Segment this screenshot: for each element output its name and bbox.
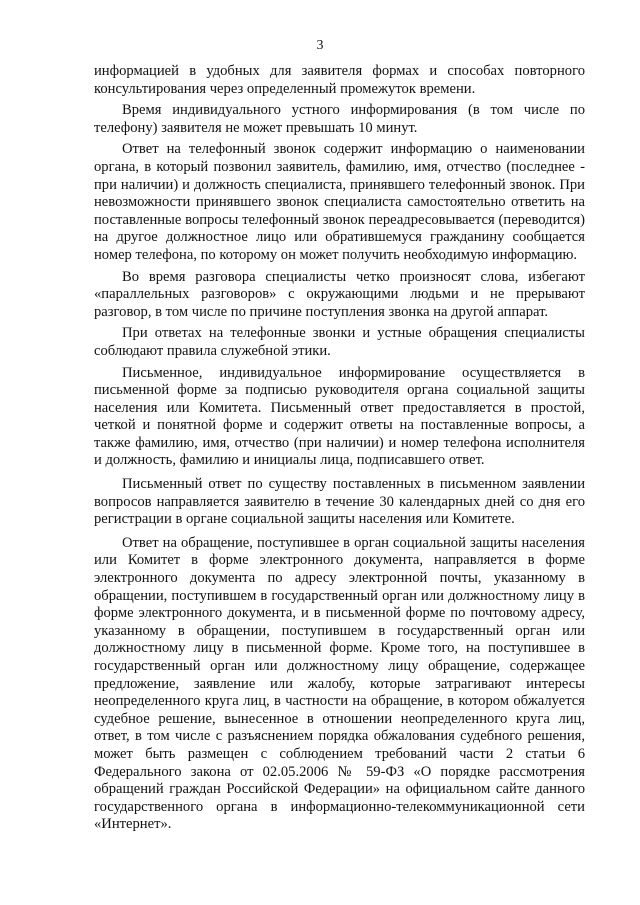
paragraph-electronic-appeal-answer: Ответ на обращение, поступившее в орган социальной защиты населения или Комитет в форме электронного документа, направляется в форме электронного документа по адресу электронной почты, указанному в обращении, поступившем в государственный орган или должностному лицу в форме электронного документа, и в письменной форме по почтовому адресу, указанному в обращении, поступившем в государственный орган или должностному лицу в письменной форме. Кроме того, на поступившее в государственный орган или должностному лицу обращение, содержащее предложение, заявление или жалобу, которые затрагивают интересы неопределенного круга лиц, в частности на обращение, в котором обжалуется судебное решение, вынесенное в отношении неопределенного круга лиц, ответ, в том числе с разъяснением порядка обжалования судебного решения, может быть размещен с соблюдением требований части 2 статьи 6 Федерального закона от 02.05.2006 № 59-ФЗ «О порядке рассмотрения обращений граждан Российской Федерации» на официальном сайте данного государственного органа в информационно-телекоммуникационной сети «Интернет». — [94, 534, 585, 833]
paragraph-service-ethics: При ответах на телефонные звонки и устные обращения специалисты соблюдают правила служебной этики. — [94, 325, 585, 359]
paragraph-written-informing: Письменное, индивидуальное информирование осуществляется в письменной форме за подписью руководителя органа социальной защиты населения или Комитета. Письменный ответ предоставляется в простой, четкой и понятной форме и содержит ответы на поставленные вопросы, а также фамилию, имя, отчество (при наличии) и номер телефона исполнителя и должность, фамилию и инициалы лица, подписавшего ответ. — [94, 364, 585, 469]
paragraph-phone-answer: Ответ на телефонный звонок содержит информацию о наименовании органа, в который позвонил заявитель, фамилию, имя, отчество (последнее - при наличии) и должность специалиста, принявшего телефонный звонок. При невозможности принявшего звонок специалиста самостоятельно ответить на поставленные вопросы телефонный звонок переадресовывается (переводится) на другое должностное лицо или обратившемуся гражданину сообщается номер телефона, по которому он может получить необходимую информацию. — [94, 141, 585, 263]
paragraph-consultation-continuation: информацией в удобных для заявителя формах и способах повторного консультирования через определенный промежуток времени. — [94, 63, 585, 97]
paragraph-written-answer-deadline: Письменный ответ по существу поставленных в письменном заявлении вопросов направляется заявителю в течение 30 календарных дней со дня его регистрации в органе социальной защиты населения или Комитете. — [94, 476, 585, 528]
paragraph-conversation-rules: Во время разговора специалисты четко произносят слова, избегают «параллельных разговоров» с окружающими людьми и не прерывают разговор, в том числе по причине поступления звонка на другой аппарат. — [94, 268, 585, 320]
paragraph-oral-info-duration: Время индивидуального устного информирования (в том числе по телефону) заявителя не может превышать 10 минут. — [94, 102, 585, 136]
page-number: 3 — [316, 38, 324, 53]
document-body — [94, 63, 585, 838]
